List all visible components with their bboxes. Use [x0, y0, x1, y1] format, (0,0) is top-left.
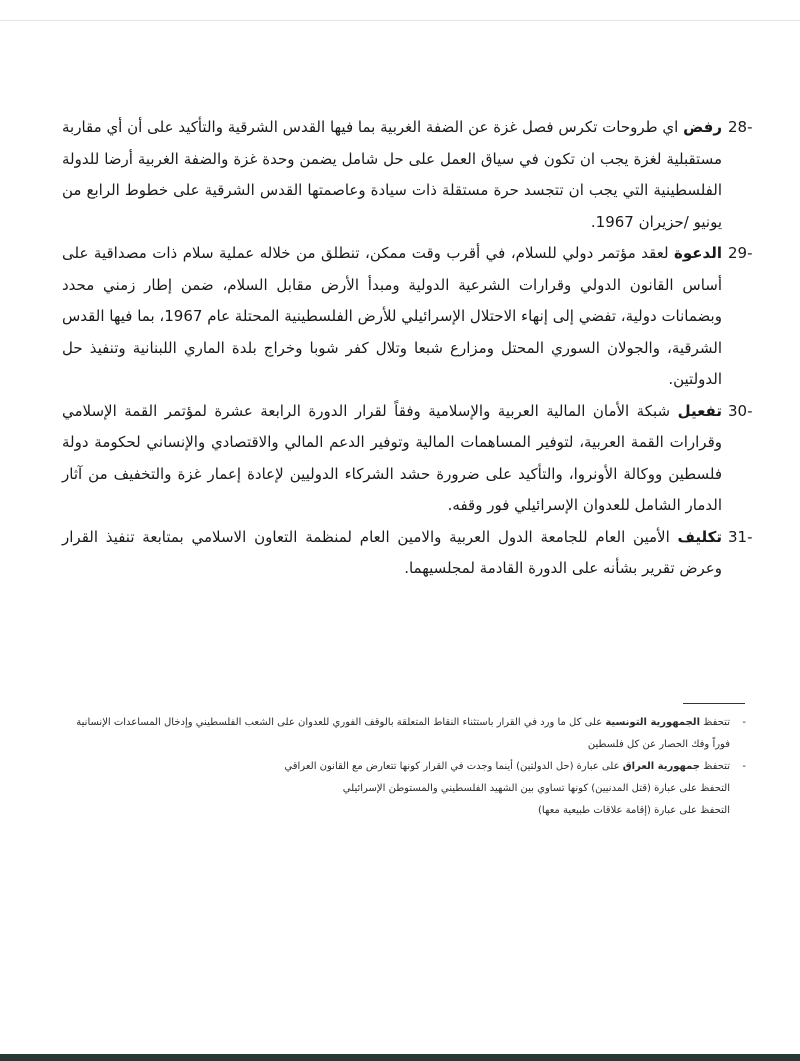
- top-rule: [0, 20, 800, 21]
- footnote-bullet: -: [742, 717, 746, 728]
- clause-lead-word: رفض: [683, 118, 722, 136]
- resolution-clauses: [62, 112, 770, 585]
- clause-30: [62, 396, 770, 522]
- footnote-continuation: التحفظ على عبارة (إقامة علاقات طبيعية معها): [538, 805, 730, 816]
- footnote-continuation: التحفظ على عبارة (قتل المدنيين) كونها تساوي بين الشهيد الفلسطيني والمستوطن الإسرائيلي: [342, 783, 730, 794]
- clause-lead-word: تكليف: [677, 527, 722, 546]
- footnote-prefix: تتحفظ: [700, 761, 730, 772]
- footnote-text: على كل ما ورد في القرار باستثناء النقاط المتعلقة بالوقف الفوري للعدوان على الشعب الفلسطيني وإدخال المساعدات الإنسانية فوراً وفك الحصار عن كل فلسطين: [76, 717, 730, 750]
- clause-28: [62, 112, 770, 238]
- clause-29: [62, 238, 770, 396]
- footnote-country: الجمهورية التونسية: [605, 717, 700, 728]
- footnote-bullet: -: [742, 761, 746, 772]
- clause-number: 29-: [728, 244, 753, 262]
- clause-number: 30-: [728, 401, 753, 420]
- footnote-text: على عبارة (حل الدولتين) أينما وجدت في القرار كونها تتعارض مع القانون العراقي: [284, 761, 623, 772]
- clause-number: 28-: [728, 118, 753, 136]
- footnote-prefix: تتحفظ: [700, 717, 730, 728]
- clause-text: اي طروحات تكرس فصل غزة عن الضفة الغربية بما فيها القدس الشرقية والتأكيد على أن أي مقاربة مستقبلية لغزة يجب ان تكون في سياق العمل على حل شامل يضمن وحدة غزة والضفة الغربية أرضا للدولة الفلسطينية التي يجب ان تتجسد حرة مستقلة ذات سيادة وعاصمتها القدس الشرقية على خطوط الرابع من يونيو /حزيران 1967.: [62, 118, 722, 231]
- clause-lead-word: الدعوة: [674, 244, 722, 262]
- bottom-bar: [0, 1054, 800, 1061]
- footnote-iraq: [70, 756, 746, 778]
- clause-text: لعقد مؤتمر دولي للسلام، في أقرب وقت ممكن، تنطلق من خلاله عملية سلام ذات مصداقية على أساس القانون الدولي وقرارات الشرعية الدولية ومبدأ الأرض مقابل السلام، ضمن إطار زمني محدد وبضمانات دولية، تفضي إلى إنهاء الاحتلال الإسرائيلي للأرض الفلسطينية المحتلة عام 1967، بما فيها القدس الشرقية، والجولان السوري المحتل ومزارع شبعا وتلال كفر شوبا وخراج بلدة الماري اللبنانية وتنفيذ حل الدولتين.: [62, 244, 722, 388]
- clause-lead-word: تفعيل: [677, 401, 722, 420]
- footnote-separator: [683, 703, 745, 704]
- footnote-tunisia: [70, 712, 746, 756]
- footnote-country: جمهورية العراق: [622, 761, 700, 772]
- clause-number: 31-: [728, 527, 753, 546]
- clause-31: [62, 522, 770, 585]
- clause-text: شبكة الأمان المالية العربية والإسلامية وفقاً لقرار الدورة الرابعة عشرة لمؤتمر القمة الإسلامي وقرارات القمة العربية، لتوفير المساهمات المالية وتوفير الدعم المالي والاقتصادي والإنساني لحكومة دولة فلسطين ووكالة الأونروا، والتأكيد على ضرورة حشد الشركاء الدوليين لإعادة إعمار غزة والتخفيف من آثار الدمار الشامل للعدوان الإسرائيلي فور وقفه.: [62, 401, 722, 514]
- footnotes: [70, 712, 746, 822]
- clause-text: الأمين العام للجامعة الدول العربية والامين العام لمنظمة التعاون الاسلامي بمتابعة تنفيذ القرار وعرض تقرير بشأنه على الدورة القادمة لمجلسيهما.: [62, 527, 722, 577]
